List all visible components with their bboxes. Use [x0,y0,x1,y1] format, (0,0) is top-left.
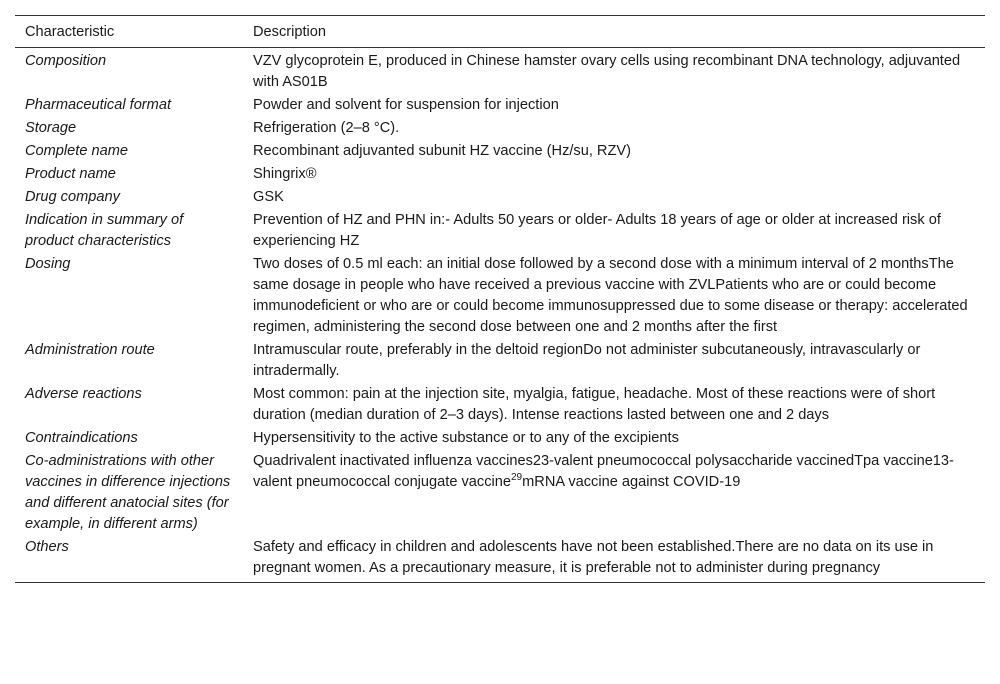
row-description: Most common: pain at the injection site, myalgia, fatigue, headache. Most of these reactions were of short duration (median duration of 2–3 days). Intense reactions lasted between one and 2 days [253,386,936,423]
table-row [15,383,985,427]
row-description: GSK [253,189,284,205]
table-row [15,163,985,186]
row-characteristic: Co-administrations with other vaccines in difference injections and different anatocial sites (for example, in different arms) [25,453,231,532]
row-characteristic: Adverse reactions [25,386,142,402]
row-description: Two doses of 0.5 ml each: an initial dose followed by a second dose with a minimum interval of 2 monthsThe same dosage in people who have received a previous vaccine with ZVLPatients who are or could become immunodeficient or who are or could become immunosuppressed due to some disease or therapy: accelerated regimen, administering the second dose between one and 2 months after the first [253,256,968,335]
table-row [15,140,985,163]
vaccine-characteristics-table [15,15,985,583]
row-characteristic: Storage [25,120,77,136]
table-row [15,117,985,140]
citation-superscript: 29 [511,472,523,484]
row-characteristic: Composition [25,53,107,69]
row-description [243,450,985,536]
row-description: Powder and solvent for suspension for injection [253,97,559,113]
table-row [15,450,985,536]
table-row [15,94,985,117]
row-characteristic: Pharmaceutical format [25,97,171,113]
row-characteristic: Administration route [25,342,155,358]
vaccine-characteristics-table-container [15,15,985,583]
row-characteristic: Indication in summary of product characteristics [25,212,184,249]
row-characteristic: Drug company [25,189,120,205]
row-characteristic: Contraindications [25,430,138,446]
row-characteristic: Complete name [25,143,129,159]
row-characteristic: Product name [25,166,116,182]
table-header-row [15,16,985,48]
table-row [15,339,985,383]
table-row [15,253,985,339]
table-row [15,427,985,450]
row-description: Intramuscular route, preferably in the deltoid regionDo not administer subcutaneously, intravascularly or intradermally. [253,342,921,379]
table-row [15,209,985,253]
description-text: Quadrivalent inactivated influenza vaccines23-valent pneumococcal polysaccharide vaccinedTpa vaccine13-valent pneumococcal conjugate vaccine [253,453,954,490]
row-description: Refrigeration (2–8 °C). [253,120,400,136]
table-row [15,536,985,583]
row-description: Recombinant adjuvanted subunit HZ vaccine (Hz/su, RZV) [253,143,631,159]
table-row [15,48,985,95]
header-characteristic: Characteristic [15,16,243,48]
row-description: Hypersensitivity to the active substance or to any of the excipients [253,430,679,446]
row-characteristic: Dosing [25,256,71,272]
row-description: Safety and efficacy in children and adolescents have not been established.There are no data on its use in pregnant women. As a precautionary measure, it is preferable not to administer during pregnancy [253,539,934,576]
row-description: VZV glycoprotein E, produced in Chinese hamster ovary cells using recombinant DNA technology, adjuvanted with AS01B [253,53,961,90]
table-row [15,186,985,209]
row-description: Shingrix® [253,166,317,182]
header-description: Description [243,16,985,48]
row-characteristic: Others [25,539,69,555]
description-text: mRNA vaccine against COVID-19 [522,474,741,490]
row-description: Prevention of HZ and PHN in:- Adults 50 years or older- Adults 18 years of age or older at increased risk of experiencing HZ [253,212,941,249]
